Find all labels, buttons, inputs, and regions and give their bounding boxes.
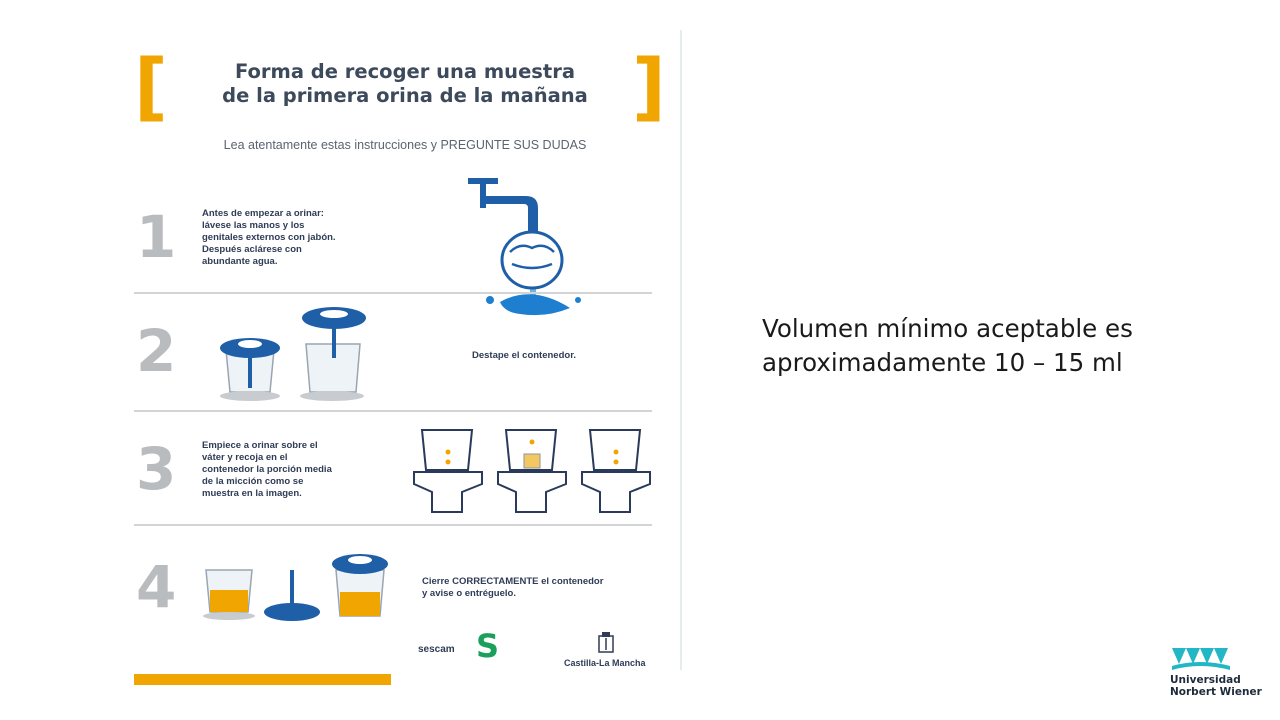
step-separator	[134, 524, 652, 526]
step-3-line: Empiece a orinar sobre el	[202, 440, 318, 451]
containers-illustration	[210, 298, 380, 406]
toilet-sequence-illustration	[410, 426, 654, 518]
university-name-line1: Universidad	[1170, 674, 1241, 686]
step-separator	[134, 292, 652, 294]
sescam-logo-mark: S	[476, 627, 500, 665]
step-1-line: abundante agua.	[202, 256, 278, 267]
step-2-number: 2	[136, 317, 177, 385]
step-3-number: 3	[136, 435, 177, 503]
book-emblem-icon	[1170, 644, 1234, 672]
poster-title-line1: Forma de recoger una muestra	[234, 60, 575, 83]
step-1-line: lávese las manos y los	[202, 220, 305, 231]
bracket-left: [	[134, 44, 168, 130]
university-name-line2: Norbert Wiener	[1170, 686, 1262, 698]
step-2-text: Destape el contenedor.	[472, 350, 577, 361]
step-4-line: Cierre CORRECTAMENTE el contenedor	[422, 576, 604, 587]
step-1-line: Después aclárese con	[202, 244, 302, 255]
sescam-logo-text: sescam	[418, 644, 455, 655]
step-3-text	[202, 440, 332, 500]
bracket-right: ]	[632, 44, 666, 130]
closed-container-illustration	[202, 550, 392, 640]
slide-text-line2: aproximadamente 10 – 15 ml	[762, 348, 1123, 377]
castilla-logo-text: Castilla-La Mancha	[564, 658, 646, 668]
coat-of-arms-icon	[596, 632, 616, 656]
step-3-line: contenedor la porción media	[202, 464, 332, 475]
instruction-poster	[130, 30, 682, 685]
university-logo	[1166, 644, 1266, 704]
step-3-line: de la micción como se	[202, 476, 304, 487]
step-1-text	[202, 208, 336, 268]
step-4-number: 4	[136, 553, 177, 621]
poster-title	[170, 60, 640, 108]
step-3-line: váter y recoja en el	[202, 452, 288, 463]
step-1-line: genitales externos con jabón.	[202, 232, 336, 243]
step-1-line: Antes de empezar a orinar:	[202, 208, 324, 219]
step-4-text	[422, 576, 603, 600]
step-separator	[134, 410, 652, 412]
hand-washing-illustration	[460, 172, 590, 322]
slide-body-text	[762, 312, 1232, 380]
poster-title-line2: de la primera orina de la mañana	[222, 84, 588, 107]
poster-subtitle: Lea atentamente estas instrucciones y PREGUNTE SUS DUDAS	[223, 138, 587, 152]
poster-footer-bar	[134, 674, 391, 685]
step-1-number: 1	[136, 203, 177, 271]
slide-text-line1: Volumen mínimo aceptable es	[762, 314, 1133, 343]
poster-divider	[680, 30, 682, 670]
step-4-line: y avise o entréguelo.	[422, 588, 516, 599]
step-3-line: muestra en la imagen.	[202, 488, 302, 499]
